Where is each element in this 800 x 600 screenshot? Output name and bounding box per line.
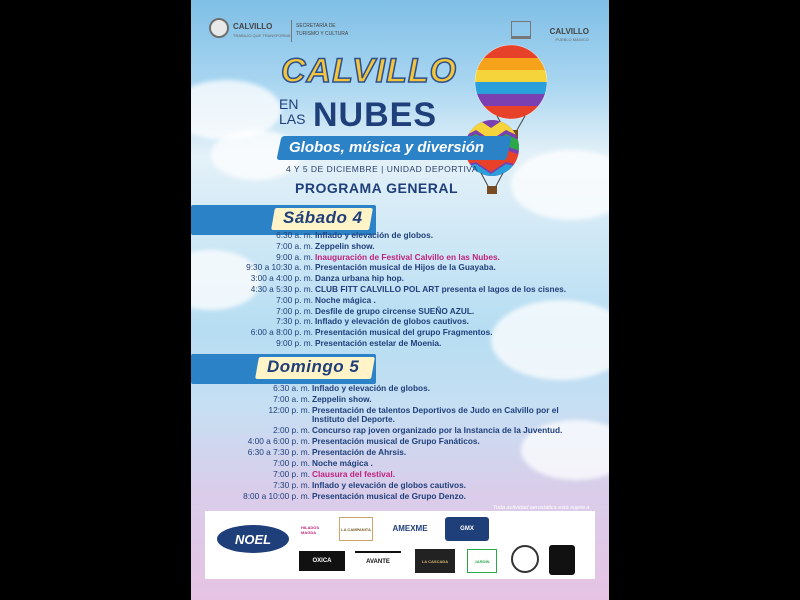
sponsor-noel: NOEL [217,525,289,553]
sponsor-crest-icon [549,545,575,575]
event-description: Zeppelin show. [312,393,372,404]
event-time: 2:00 p. m. [273,425,310,436]
sponsor-hilados: HILADOS MAGDA [301,525,319,535]
slogan: Globos, música y diversión [289,139,485,156]
pueblo-magico-logo [509,18,591,44]
title-calvillo: CALVILLO [281,52,458,90]
event-description: Danza urbana hip hop. [315,273,404,284]
day-label-sunday: Domingo 5 [267,357,360,376]
event-description: Presentación de talentos Deportivos de Judo en Calvillo por el [312,404,559,415]
event-description: Presentación estelar de Moenia. [315,338,442,348]
event-time: 7:00 p. m. [276,305,313,316]
sponsor-cascada: LA CASCADA [415,549,455,573]
event-description: Clausura del festival. [312,468,396,479]
event-time: 7:00 a. m. [273,393,310,404]
sponsor-oxica: OXICA [299,551,345,571]
right-logo-name: CALVILLO [549,27,589,36]
title-en: EN [279,96,299,112]
schedule-sunday [191,384,609,504]
event-time: 7:00 a. m. [276,240,313,251]
event-poster [191,0,609,600]
event-time: 9:00 p. m. [276,338,313,348]
weather-note: Toda actividad aerostática está sujeta a [493,505,590,511]
event-time: 7:00 p. m. [276,294,313,305]
event-time: 7:00 p. m. [273,468,310,479]
event-description: Noche mágica . [312,457,373,468]
event-time: 6:30 a 7:30 p. m. [247,446,310,457]
sponsor-seal-icon [511,545,539,573]
event-description: Desfile de grupo circense SUEÑO AZUL. [315,305,475,316]
event-description: Zeppelin show. [315,240,375,251]
event-description: Inflado y elevación de globos. [312,383,431,393]
event-time: 6:30 a. m. [273,383,310,393]
event-time: 3:00 a 4:00 p. m. [250,273,313,284]
event-time: 9:30 a 10:30 a. m. [246,262,313,273]
event-time: 9:00 a. m. [276,251,313,262]
secretaria-line2: TURISMO Y CULTURA [296,31,349,37]
title-las: LAS [279,111,306,127]
sponsors-strip [205,511,595,579]
event-time: 4:30 a 5:30 p. m. [250,284,313,294]
secretaria-line1: SECRETARÍA DE [296,23,336,29]
program-title: PROGRAMA GENERAL [295,180,459,196]
sponsor-amexme: AMEXME [392,523,428,533]
event-description: Presentación musical de Grupo Fanáticos. [312,436,480,446]
event-time: 12:00 p. m. [268,404,310,415]
event-dates: 4 Y 5 DE DICIEMBRE | UNIDAD DEPORTIVA [286,164,479,174]
event-time: 7:30 p. m. [273,479,310,490]
event-time: 7:30 p. m. [276,316,313,327]
event-description: Concurso rap joven organizado por la Instancia de la Juventud. [312,425,563,436]
event-description-cont: Instituto del Deporte. [312,414,395,425]
event-time: 8:00 a 10:00 p. m. [243,490,310,501]
event-description: Inflado y elevación de globos. [315,230,434,240]
event-time: 6:30 a. m. [276,230,313,240]
event-description: Noche mágica . [315,294,376,305]
divider [291,20,292,42]
event-description: Presentación musical del grupo Fragmentos. [315,327,493,338]
event-description: Inflado y elevación de globos cautivos. [315,316,469,327]
sponsor-gmx: GMX [445,517,489,541]
sponsor-saint-icon [581,545,595,575]
event-time: 4:00 a 6:00 p. m. [247,436,310,446]
event-time: 7:00 p. m. [273,457,310,468]
schedule-saturday [191,231,609,351]
gov-tagline: TRABAJO QUE TRANSFORMA [233,33,291,38]
right-logo-sub: PUEBLO MÁGICO [555,37,589,42]
sponsor-avante: AVANTE [355,551,401,571]
church-icon [511,21,531,39]
cloud [511,150,609,220]
event-description: Presentación musical de Hijos de la Guayaba. [315,262,496,273]
event-description: Presentación de Ahrsis. [312,446,407,457]
gov-name: CALVILLO [233,22,273,31]
day-label-saturday: Sábado 4 [283,208,363,227]
event-description: CLUB FITT CALVILLO POL ART presenta el lagos de los cisnes. [315,284,567,294]
event-description: Inflado y elevación de globos cautivos. [312,479,466,490]
event-description: Presentación musical de Grupo Denzo. [312,490,466,501]
sponsor-jardin: JARDÍN [467,549,497,573]
title-nubes: NUBES [313,96,438,134]
municipal-seal-icon [209,18,229,38]
sponsor-campanita: LA CAMPANITA [339,517,373,541]
event-description: Inauguración de Festival Calvillo en las Nubes. [315,251,500,262]
event-time: 6:00 a 8:00 p. m. [250,327,313,338]
